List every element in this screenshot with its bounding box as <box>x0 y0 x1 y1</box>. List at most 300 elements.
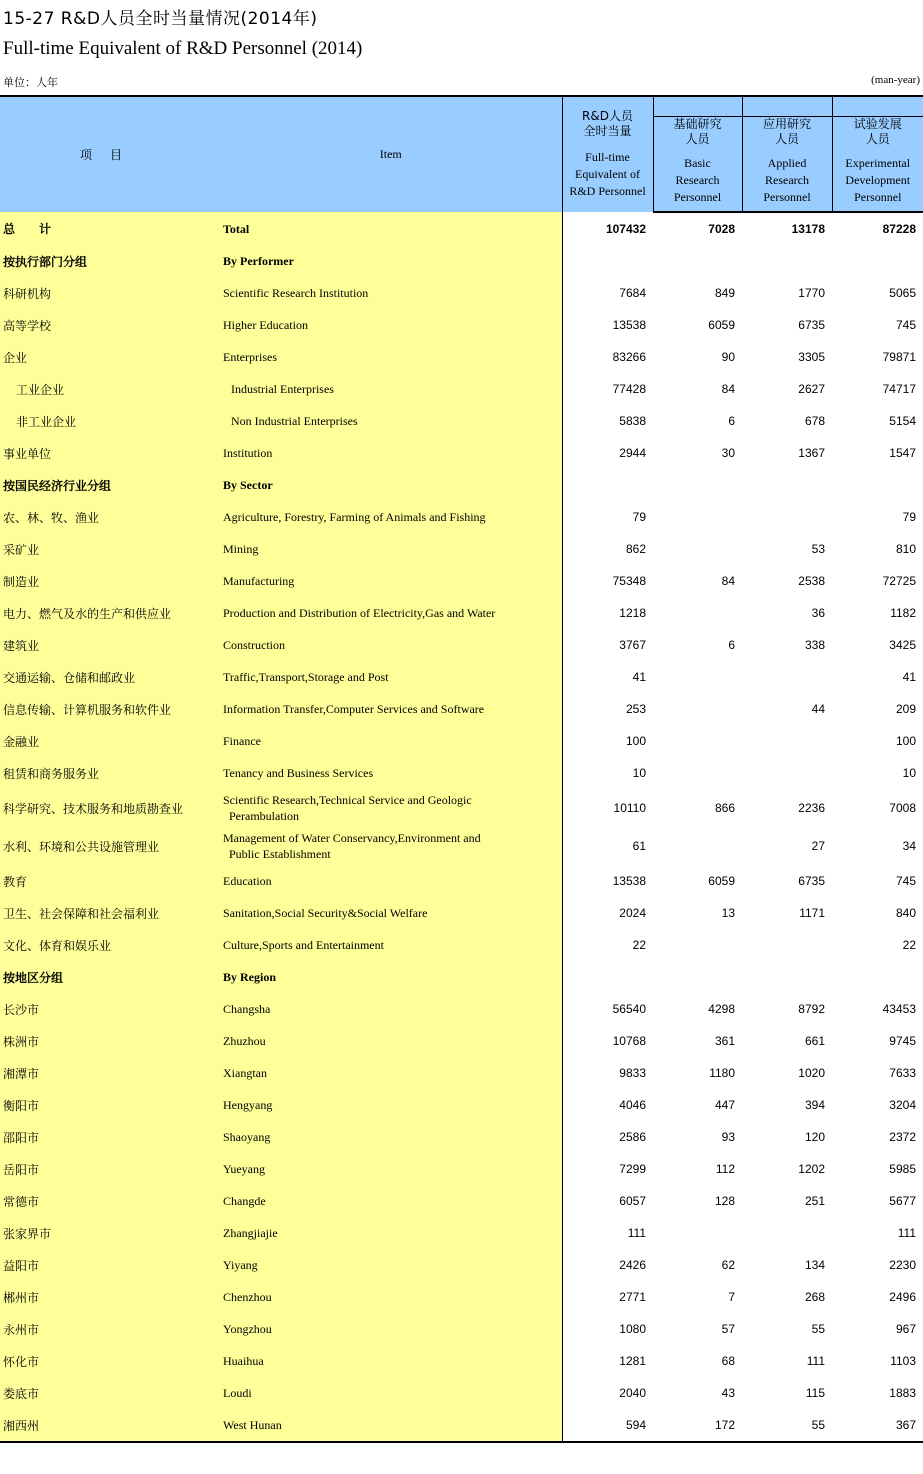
row-label-en: Culture,Sports and Entertainment <box>220 929 562 961</box>
header-exp-en-1: Experimental <box>845 155 911 170</box>
cell-total: 10110 <box>613 801 646 815</box>
cell-basic-research <box>653 827 742 865</box>
cell-total: 10768 <box>612 1034 646 1048</box>
cell-applied-research: 678 <box>804 414 825 428</box>
cell-applied-research: 27 <box>811 839 825 853</box>
row-label-cn: 工业企业 <box>0 373 220 405</box>
cell-experimental-development: 10 <box>902 766 916 780</box>
cell-applied-research: 55 <box>742 1409 832 1442</box>
cell-basic-research <box>653 533 742 565</box>
row-label-en-line2: Public Establishment <box>229 847 331 861</box>
row-label-en: Construction <box>220 629 562 661</box>
row-label-en: Chenzhou <box>220 1281 562 1313</box>
cell-total: 13538 <box>612 874 646 888</box>
table-row <box>0 725 923 757</box>
header-basic-en-1: Basic <box>684 155 711 170</box>
row-label-en: Enterprises <box>220 341 562 373</box>
header-basic-en-3: Personnel <box>673 189 722 204</box>
unit-label-cn: 单位：人年 <box>3 76 58 89</box>
cell-experimental-development: 1883 <box>889 1386 916 1400</box>
cell-basic-research: 62 <box>721 1258 735 1272</box>
cell-total: 6057 <box>619 1194 646 1208</box>
cell-total: 77428 <box>612 382 646 396</box>
row-label-en: Total <box>220 212 562 245</box>
cell-applied-research: 120 <box>804 1130 825 1144</box>
header-total-cn-1: R&D人员 <box>582 109 633 123</box>
row-label-cn: 农、林、牧、渔业 <box>0 501 220 533</box>
header-basic-cn-2: 人员 <box>685 131 710 146</box>
table-title-en: Full-time Equivalent of R&D Personnel (2014) <box>3 38 363 59</box>
cell-total: 2024 <box>619 906 646 920</box>
cell-applied-research <box>742 929 832 961</box>
cell-basic-research <box>653 1217 742 1249</box>
row-label-en <box>220 789 562 827</box>
table-row <box>0 693 923 725</box>
cell-total: 2944 <box>619 446 646 460</box>
cell-experimental-development: 840 <box>895 906 916 920</box>
cell-experimental-development <box>832 469 923 501</box>
row-label-en: Education <box>220 865 562 897</box>
cell-applied-research: 2538 <box>798 574 825 588</box>
table-row <box>0 277 923 309</box>
row-label-cn: 电力、燃气及水的生产和供应业 <box>0 597 220 629</box>
cell-total <box>562 961 653 993</box>
cell-basic-research: 84 <box>721 382 735 396</box>
table-row <box>0 533 923 565</box>
cell-total: 83266 <box>612 350 646 364</box>
cell-experimental-development: 2230 <box>889 1258 916 1272</box>
row-label-cn: 张家界市 <box>0 1217 220 1249</box>
cell-applied-research: 661 <box>804 1034 825 1048</box>
table-row <box>0 1217 923 1249</box>
row-label-en: Mining <box>220 533 562 565</box>
cell-experimental-development: 810 <box>895 542 916 556</box>
cell-applied-research: 13178 <box>791 222 825 236</box>
row-label-cn: 制造业 <box>0 565 220 597</box>
row-label-en: Shaoyang <box>220 1121 562 1153</box>
cell-experimental-development: 5677 <box>889 1194 916 1208</box>
row-label-en: Huaihua <box>220 1345 562 1377</box>
header-total-en-3: R&D Personnel <box>569 184 646 198</box>
cell-basic-research <box>653 693 742 725</box>
row-label-en: Sanitation,Social Security&Social Welfare <box>220 897 562 929</box>
cell-total: 13538 <box>612 318 646 332</box>
table-row <box>0 1185 923 1217</box>
row-label-en: By Performer <box>220 245 562 277</box>
cell-basic-research: 447 <box>714 1098 735 1112</box>
cell-applied-research: 134 <box>804 1258 825 1272</box>
header-basic <box>653 116 742 212</box>
row-label-cn: 金融业 <box>0 725 220 757</box>
cell-total: 100 <box>625 734 646 748</box>
cell-basic-research: 112 <box>715 1162 735 1176</box>
cell-experimental-development: 79 <box>902 510 916 524</box>
cell-total: 75348 <box>612 574 646 588</box>
row-label-cn: 娄底市 <box>0 1377 220 1409</box>
row-label-cn: 长沙市 <box>0 993 220 1025</box>
row-label-en: Higher Education <box>220 309 562 341</box>
cell-experimental-development: 1547 <box>889 446 916 460</box>
cell-experimental-development: 100 <box>895 734 916 748</box>
cell-applied-research: 6735 <box>798 874 825 888</box>
row-label-cn: 常德市 <box>0 1185 220 1217</box>
row-label-cn: 永州市 <box>0 1313 220 1345</box>
cell-total: 41 <box>632 670 646 684</box>
cell-basic-research <box>653 469 742 501</box>
cell-total: 2040 <box>619 1386 646 1400</box>
table-row <box>0 309 923 341</box>
row-label-cn: 益阳市 <box>0 1249 220 1281</box>
cell-basic-research <box>653 929 742 961</box>
cell-basic-research: 128 <box>714 1194 735 1208</box>
cell-experimental-development: 2496 <box>889 1290 916 1304</box>
row-label-cn: 建筑业 <box>0 629 220 661</box>
cell-applied-research: 1367 <box>798 446 825 460</box>
cell-applied-research: 2627 <box>798 382 825 396</box>
cell-applied-research: 115 <box>805 1386 825 1400</box>
cell-applied-research: 1171 <box>799 906 825 920</box>
header-applied-en-3: Personnel <box>763 189 811 204</box>
table-row <box>0 565 923 597</box>
cell-applied-research: 1770 <box>798 286 825 300</box>
header-applied-cn-2: 人员 <box>774 131 799 146</box>
cell-basic-research <box>653 661 742 693</box>
table-row <box>0 1057 923 1089</box>
header-exp-en-3: Personnel <box>854 189 902 204</box>
cell-total: 594 <box>562 1409 653 1442</box>
row-label-en: Industrial Enterprises <box>220 373 562 405</box>
cell-basic-research: 90 <box>721 350 735 364</box>
row-label-cn: 岳阳市 <box>0 1153 220 1185</box>
row-label-en: West Hunan <box>220 1409 562 1442</box>
row-label-en: Agriculture, Forestry, Farming of Animals and Fishing <box>220 501 562 533</box>
cell-basic-research: 84 <box>721 574 735 588</box>
cell-basic-research <box>653 757 742 789</box>
row-label-en: Changde <box>220 1185 562 1217</box>
header-total-en-1: Full-time <box>585 150 630 164</box>
table-row <box>0 1281 923 1313</box>
row-label-cn: 采矿业 <box>0 533 220 565</box>
cell-basic-research: 849 <box>714 286 735 300</box>
header-spacer-basic <box>653 96 742 116</box>
table-row <box>0 629 923 661</box>
cell-experimental-development: 111 <box>897 1226 916 1240</box>
row-label-en-line1: Scientific Research,Technical Service and Geologic <box>223 793 472 807</box>
row-label-cn: 湘潭市 <box>0 1057 220 1089</box>
cell-experimental-development: 745 <box>895 318 916 332</box>
header-experimental <box>832 116 923 212</box>
row-label-cn: 非工业企业 <box>0 405 220 437</box>
cell-basic-research: 7 <box>728 1290 735 1304</box>
cell-applied-research: 1202 <box>798 1162 825 1176</box>
cell-applied-research: 394 <box>804 1098 825 1112</box>
row-label-en-line2: Perambulation <box>229 809 299 823</box>
cell-basic-research: 361 <box>714 1034 735 1048</box>
cell-basic-research: 172 <box>653 1409 742 1442</box>
row-label-en: Yongzhou <box>220 1313 562 1345</box>
row-label-cn: 文化、体育和娱乐业 <box>0 929 220 961</box>
table-row <box>0 212 923 245</box>
unit-label-en: (man-year) <box>871 74 920 86</box>
header-spacer-exp <box>832 96 923 116</box>
row-label-cn: 郴州市 <box>0 1281 220 1313</box>
cell-basic-research <box>653 961 742 993</box>
table-row <box>0 1153 923 1185</box>
cell-applied-research: 53 <box>811 542 825 556</box>
table-row <box>0 865 923 897</box>
cell-basic-research <box>653 245 742 277</box>
table-row <box>0 405 923 437</box>
cell-applied-research: 338 <box>804 638 825 652</box>
cell-applied-research: 44 <box>811 702 825 716</box>
table-row <box>0 929 923 961</box>
cell-basic-research: 1180 <box>709 1066 735 1080</box>
header-item-cn: 项目 <box>0 96 220 212</box>
table-row <box>0 1345 923 1377</box>
cell-experimental-development <box>832 245 923 277</box>
row-label-en: By Sector <box>220 469 562 501</box>
row-label-en: Scientific Research Institution <box>220 277 562 309</box>
row-label-en: Finance <box>220 725 562 757</box>
table-row <box>0 469 923 501</box>
cell-total: 5838 <box>619 414 646 428</box>
cell-experimental-development: 74717 <box>882 382 916 396</box>
cell-applied-research: 111 <box>806 1354 825 1368</box>
row-label-cn: 卫生、社会保障和社会福利业 <box>0 897 220 929</box>
row-label-en: Production and Distribution of Electricity,Gas and Water <box>220 597 562 629</box>
row-label-en: Yiyang <box>220 1249 562 1281</box>
table-row <box>0 1025 923 1057</box>
cell-basic-research: 6059 <box>708 874 735 888</box>
row-label-cn: 按地区分组 <box>0 961 220 993</box>
table-row <box>0 245 923 277</box>
cell-experimental-development: 22 <box>902 938 916 952</box>
cell-basic-research: 6059 <box>708 318 735 332</box>
cell-basic-research: 6 <box>728 414 735 428</box>
cell-basic-research: 57 <box>721 1322 735 1336</box>
cell-basic-research: 43 <box>721 1386 735 1400</box>
header-exp-cn-1: 试验发展 <box>853 116 902 131</box>
cell-applied-research <box>742 469 832 501</box>
table-row <box>0 827 923 865</box>
cell-applied-research: 1020 <box>798 1066 825 1080</box>
row-label-en: Zhangjiajie <box>220 1217 562 1249</box>
cell-applied-research <box>742 961 832 993</box>
cell-experimental-development: 3204 <box>889 1098 916 1112</box>
header-applied-en-2: Research <box>765 172 809 187</box>
cell-basic-research: 6 <box>728 638 735 652</box>
table-row <box>0 501 923 533</box>
cell-experimental-development: 3425 <box>889 638 916 652</box>
table-body <box>0 212 923 1442</box>
cell-total: 2771 <box>619 1290 646 1304</box>
cell-total: 4046 <box>619 1098 646 1112</box>
cell-total: 9833 <box>619 1066 646 1080</box>
row-label-en: Xiangtan <box>220 1057 562 1089</box>
table-title-cn: 15-27 R&D人员全时当量情况(2014年) <box>3 9 318 29</box>
header-spacer-applied <box>742 96 832 116</box>
table-row <box>0 993 923 1025</box>
header-item-en: Item <box>220 96 562 212</box>
row-label-cn: 按国民经济行业分组 <box>0 469 220 501</box>
row-label-cn: 事业单位 <box>0 437 220 469</box>
cell-basic-research: 866 <box>714 801 735 815</box>
row-label-cn: 交通运输、仓储和邮政业 <box>0 661 220 693</box>
table-row <box>0 897 923 929</box>
cell-applied-research: 36 <box>811 606 825 620</box>
header-total-en-2: Equivalent of <box>575 167 640 181</box>
cell-experimental-development: 79871 <box>882 350 916 364</box>
cell-total: 1281 <box>619 1354 646 1368</box>
table-row <box>0 1121 923 1153</box>
cell-basic-research: 7028 <box>708 222 735 236</box>
cell-experimental-development: 5985 <box>889 1162 916 1176</box>
header-applied-cn-1: 应用研究 <box>762 116 811 131</box>
cell-experimental-development: 9745 <box>889 1034 916 1048</box>
header-applied-en-1: Applied <box>767 155 807 170</box>
cell-experimental-development: 967 <box>895 1322 916 1336</box>
table-row <box>0 597 923 629</box>
row-label-cn: 按执行部门分组 <box>0 245 220 277</box>
cell-basic-research <box>653 597 742 629</box>
header-applied <box>742 116 832 212</box>
row-label-cn: 租赁和商务服务业 <box>0 757 220 789</box>
cell-basic-research: 68 <box>721 1354 735 1368</box>
row-label-cn: 湘西州 <box>0 1409 220 1442</box>
cell-applied-research <box>742 501 832 533</box>
cell-applied-research: 55 <box>811 1322 825 1336</box>
row-label-cn: 企业 <box>0 341 220 373</box>
cell-applied-research: 3305 <box>798 350 825 364</box>
cell-experimental-development: 5065 <box>889 286 916 300</box>
row-label-en: Hengyang <box>220 1089 562 1121</box>
row-label-en: Manufacturing <box>220 565 562 597</box>
cell-total: 111 <box>627 1226 646 1240</box>
cell-basic-research: 93 <box>721 1130 735 1144</box>
cell-total: 862 <box>625 542 646 556</box>
cell-applied-research <box>742 725 832 757</box>
row-label-cn: 信息传输、计算机服务和软件业 <box>0 693 220 725</box>
cell-total: 3767 <box>619 638 646 652</box>
row-label-cn: 水利、环境和公共设施管理业 <box>0 827 220 865</box>
table-row <box>0 789 923 827</box>
cell-experimental-development <box>832 961 923 993</box>
cell-basic-research: 4298 <box>708 1002 735 1016</box>
cell-experimental-development: 7633 <box>889 1066 916 1080</box>
cell-total: 7299 <box>619 1162 646 1176</box>
row-label-cn: 怀化市 <box>0 1345 220 1377</box>
table-row <box>0 1249 923 1281</box>
cell-total <box>562 245 653 277</box>
cell-applied-research: 8792 <box>798 1002 825 1016</box>
cell-experimental-development: 367 <box>832 1409 923 1442</box>
cell-applied-research: 6735 <box>798 318 825 332</box>
cell-total: 1080 <box>619 1322 646 1336</box>
header-exp-en-2: Development <box>845 172 911 187</box>
cell-total: 1218 <box>619 606 646 620</box>
cell-total <box>562 469 653 501</box>
cell-total: 79 <box>632 510 646 524</box>
cell-experimental-development: 34 <box>902 839 916 853</box>
row-label-cn: 科研机构 <box>0 277 220 309</box>
row-label-en: Non Industrial Enterprises <box>220 405 562 437</box>
table-row <box>0 661 923 693</box>
header-basic-cn-1: 基础研究 <box>673 116 722 131</box>
table-row <box>0 341 923 373</box>
cell-total: 2586 <box>619 1130 646 1144</box>
row-label-en: Information Transfer,Computer Services and Software <box>220 693 562 725</box>
cell-applied-research: 251 <box>804 1194 825 1208</box>
cell-experimental-development: 1182 <box>890 606 916 620</box>
table-row <box>0 1409 923 1442</box>
cell-total: 56540 <box>612 1002 646 1016</box>
rd-personnel-table <box>0 95 923 1443</box>
row-label-cn: 教育 <box>0 865 220 897</box>
cell-basic-research <box>653 725 742 757</box>
cell-basic-research: 30 <box>721 446 735 460</box>
row-label-en: Yueyang <box>220 1153 562 1185</box>
cell-experimental-development: 1103 <box>890 1354 916 1368</box>
table-row <box>0 1377 923 1409</box>
cell-experimental-development: 87228 <box>882 222 916 236</box>
row-label-cn: 科学研究、技术服务和地质勘查业 <box>0 789 220 827</box>
cell-experimental-development: 745 <box>895 874 916 888</box>
row-label-en: Zhuzhou <box>220 1025 562 1057</box>
row-label-en: Changsha <box>220 993 562 1025</box>
row-label-en: Traffic,Transport,Storage and Post <box>220 661 562 693</box>
cell-applied-research: 2236 <box>798 801 825 815</box>
cell-applied-research <box>742 757 832 789</box>
table-row <box>0 961 923 993</box>
cell-experimental-development: 209 <box>895 702 916 716</box>
table-row <box>0 757 923 789</box>
cell-basic-research <box>653 501 742 533</box>
table-row <box>0 1313 923 1345</box>
cell-total: 22 <box>632 938 646 952</box>
cell-applied-research: 268 <box>804 1290 825 1304</box>
row-label-en: By Region <box>220 961 562 993</box>
cell-total: 2426 <box>619 1258 646 1272</box>
cell-experimental-development: 2372 <box>889 1130 916 1144</box>
cell-experimental-development: 41 <box>902 670 916 684</box>
cell-total: 107432 <box>605 221 646 236</box>
cell-applied-research <box>742 661 832 693</box>
table-row <box>0 1089 923 1121</box>
header-basic-en-2: Research <box>675 172 720 187</box>
header-total <box>562 96 653 212</box>
cell-experimental-development: 7008 <box>889 801 916 815</box>
cell-total: 253 <box>625 702 646 716</box>
cell-applied-research <box>742 1217 832 1249</box>
cell-experimental-development: 5154 <box>889 414 916 428</box>
row-label-cn: 高等学校 <box>0 309 220 341</box>
cell-basic-research: 13 <box>721 906 735 920</box>
cell-experimental-development: 43453 <box>882 1002 916 1016</box>
row-label-en-line1: Management of Water Conservancy,Environment and <box>223 831 481 845</box>
row-label-en: Institution <box>220 437 562 469</box>
table-row <box>0 373 923 405</box>
row-label-cn: 衡阳市 <box>0 1089 220 1121</box>
cell-total: 61 <box>632 839 646 853</box>
cell-total: 7684 <box>619 286 646 300</box>
header-total-cn-2: 全时当量 <box>583 124 632 138</box>
header-exp-cn-2: 人员 <box>865 131 890 146</box>
row-label-cn: 邵阳市 <box>0 1121 220 1153</box>
row-label-en: Loudi <box>220 1377 562 1409</box>
row-label-en <box>220 827 562 865</box>
cell-experimental-development: 72725 <box>882 574 916 588</box>
table-row <box>0 437 923 469</box>
